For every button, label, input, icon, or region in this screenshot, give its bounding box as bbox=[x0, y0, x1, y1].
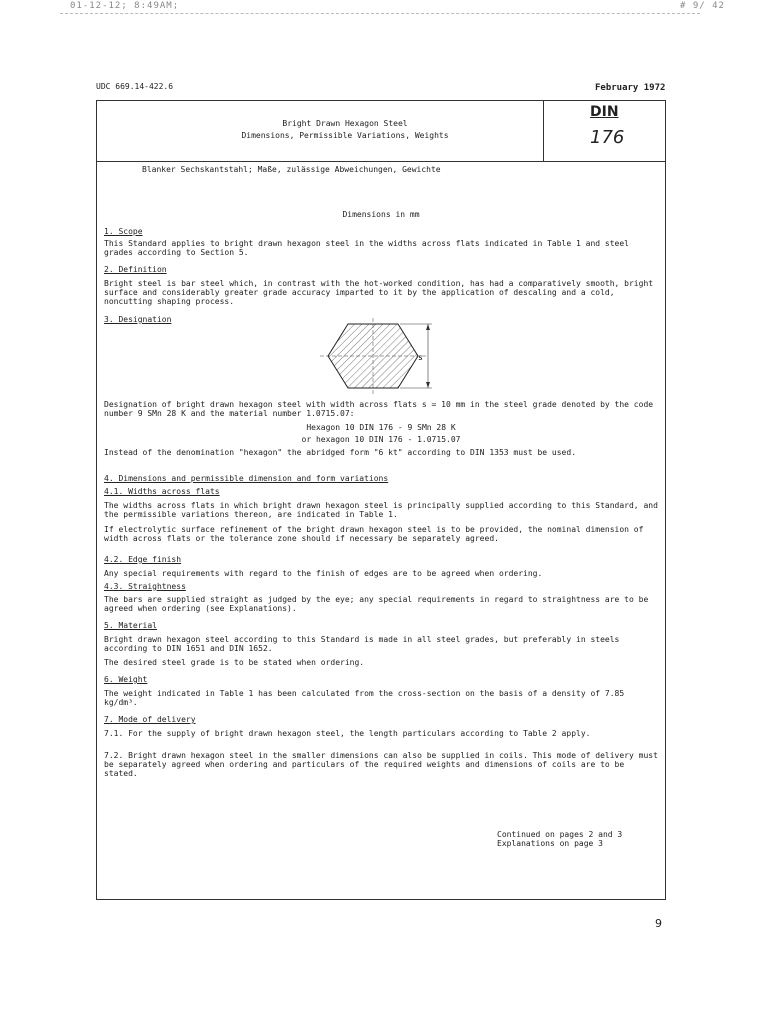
udc-code: UDC 669.14-422.6 bbox=[96, 82, 174, 91]
straightness-text: The bars are supplied straight as judged by the eye; any special requirements in regard to straightness are to be agreed when ordering (see Explanations). bbox=[104, 595, 649, 613]
designation-example-2: or hexagon 10 DIN 176 - 1.0715.07 bbox=[301, 435, 461, 444]
edge-finish-text: Any special requirements with regard to the finish of edges are to be agreed when ordering. bbox=[104, 569, 543, 578]
continued-line-2: Explanations on page 3 bbox=[497, 839, 603, 848]
header-column-divider bbox=[543, 100, 544, 161]
arrow-bottom bbox=[426, 382, 430, 388]
scope-heading: 1. Scope bbox=[104, 227, 143, 236]
arrow-top bbox=[426, 324, 430, 330]
designation-text: Designation of bright drawn hexagon steel with width across flats s = 10 mm in the steel grade denoted by the code number 9 SMn 28 K and the material number 1.0715.07: bbox=[104, 400, 654, 418]
scope-text: This Standard applies to bright drawn hexagon steel in the widths across flats indicated in Table 1 and steel grades according to Section 5. bbox=[104, 239, 629, 257]
delivery-text-2: 7.2. Bright drawn hexagon steel in the smaller dimensions can also be supplied in coils. This mode of delivery must be separately agreed when ordering and particulars of the required weights and dimensions of coils are to be stated. bbox=[104, 751, 658, 778]
definition-text: Bright steel is bar steel which, in contrast with the hot-worked condition, has had a comparatively smooth, bright surface and considerably greater grade accuracy imparted to it by the application of descaling and a cold, noncutting shaping process. bbox=[104, 279, 654, 306]
delivery-heading: 7. Mode of delivery bbox=[104, 715, 196, 724]
material-heading: 5. Material bbox=[104, 621, 157, 630]
dimensions-note: Dimensions in mm bbox=[342, 210, 420, 219]
header-divider bbox=[96, 161, 666, 162]
definition-heading: 2. Definition bbox=[104, 265, 167, 274]
document-frame bbox=[96, 100, 666, 900]
straightness-heading: 4.3. Straightness bbox=[104, 582, 186, 591]
continued-line-1: Continued on pages 2 and 3 bbox=[497, 830, 623, 839]
widths-text: The widths across flats in which bright drawn hexagon steel is principally supplied according to this Standard, and the permissible variations thereon, are indicated in Table 1. bbox=[104, 501, 658, 519]
designation-heading: 3. Designation bbox=[104, 315, 172, 324]
hexagon-figure bbox=[318, 318, 438, 398]
dimension-label-s: s bbox=[418, 353, 423, 362]
designation-example-1: Hexagon 10 DIN 176 - 9 SMn 28 K bbox=[306, 423, 456, 432]
weight-heading: 6. Weight bbox=[104, 675, 148, 684]
page-number: 9 bbox=[655, 917, 662, 930]
widths-text-2: If electrolytic surface refinement of the bright drawn hexagon steel is to be provided, the nominal dimension of width across flats or the tolerance zone should if necessary be separately agreed. bbox=[104, 525, 644, 543]
material-text: Bright drawn hexagon steel according to this Standard is made in all steel grades, but preferably in steels according to DIN 1651 and DIN 1652. bbox=[104, 635, 620, 653]
publication-date: February 1972 bbox=[595, 83, 666, 93]
delivery-text-1: 7.1. For the supply of bright drawn hexagon steel, the length particulars according to Table 2 apply. bbox=[104, 729, 591, 738]
continued-note bbox=[497, 830, 622, 848]
din-number: 176 bbox=[590, 127, 625, 148]
edge-finish-heading: 4.2. Edge finish bbox=[104, 555, 182, 564]
fax-header-left: 01-12-12; 8:49AM; bbox=[70, 1, 180, 11]
fax-divider bbox=[60, 13, 700, 14]
widths-heading: 4.1. Widths across flats bbox=[104, 487, 220, 496]
title-line-2: Dimensions, Permissible Variations, Weights bbox=[241, 131, 449, 140]
din-label: DIN bbox=[590, 104, 619, 120]
german-title: Blanker Sechskantstahl; Maße, zulässige Abweichungen, Gewichte bbox=[142, 165, 441, 174]
title-line-1: Bright Drawn Hexagon Steel bbox=[282, 119, 408, 128]
fax-header-right: # 9/ 42 bbox=[680, 1, 725, 11]
weight-text: The weight indicated in Table 1 has been calculated from the cross-section on the basis of a density of 7.85 kg/dm³. bbox=[104, 689, 625, 707]
material-text-2: The desired steel grade is to be stated when ordering. bbox=[104, 658, 365, 667]
dimensions-heading: 4. Dimensions and permissible dimension and form variations bbox=[104, 474, 389, 483]
designation-text-2: Instead of the denomination "hexagon" the abridged form "6 kt" according to DIN 1353 must be used. bbox=[104, 448, 577, 457]
